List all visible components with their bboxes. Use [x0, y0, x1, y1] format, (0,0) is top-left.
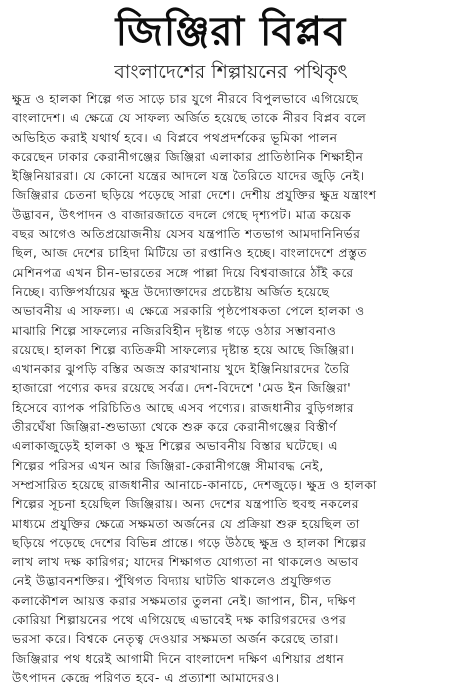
article-line: ইঞ্জিনিয়াররা। যে কোনো যন্ত্রের আদলে যন্ত্র তৈরিতে যাদের জুড়ি নেই। — [12, 169, 365, 184]
article-line: জিঞ্জিরার পথ ধরেই আগামী দিনে বাংলাদেশ দক্ষিণ এশিয়ার প্রধান — [12, 651, 345, 666]
article-line: সম্প্রসারিত হয়েছে রাজধানীর আনাচে-কানাচে, দেশজুড়ে। ক্ষুদ্র ও হালকা — [12, 477, 377, 492]
article-line: মেশিনপত্র এখন চীন-ভারতের সঙ্গে পাল্লা দিয়ে বিশ্ববাজারে ঠাঁই করে — [12, 265, 354, 280]
article-line: রয়েছে। হালকা শিল্পে ব্যতিক্রমী সাফল্যের দৃষ্টান্ত হয়ে আছে জিঞ্জিরা। — [12, 342, 355, 357]
article-line: শিল্পের সূচনা হয়েছিল জিঞ্জিরায়। অন্য দেশের যন্ত্রপাতি হুবহু নকলের — [12, 497, 360, 512]
article-line: বাংলাদেশ। এ ক্ষেত্রে যে সাফল্য অর্জিত হয়েছে তাকে নীরব বিপ্লব বলে — [12, 111, 367, 126]
article-line: ছড়িয়ে পড়েছে দেশের বিভিন্ন প্রান্তে। গড়ে উঠছে ক্ষুদ্র ও হালকা শিল্পের — [12, 535, 367, 550]
article-body — [12, 90, 450, 688]
article-line: মাধ্যমে প্রযুক্তির ক্ষেত্রে সক্ষমতা অর্জনের যে প্রক্রিয়া শুরু হয়েছিল তা — [12, 516, 360, 531]
article-line: কোরিয়া শিল্পায়নের পথে এগিয়েছে এভাবেই দক্ষ কারিগরদের ওপর — [12, 613, 347, 628]
article-line: উৎপাদন কেন্দ্রে পরিণত হবে- এ প্রত্যাশা আমাদেরও। — [12, 670, 280, 685]
article-line: শিল্পের পরিসর এখন আর জিঞ্জিরা-কেরানীগঞ্জে সীমাবদ্ধ নেই, — [12, 458, 324, 473]
article-line: নিচ্ছে। ব্যক্তিপর্যায়ের ক্ষুদ্র উদ্যোক্তাদের প্রচেষ্টায় অর্জিত হয়েছে — [12, 284, 330, 299]
article-line: হিসেবে ব্যাপক পরিচিতিও আছে এসব পণ্যের। রাজধানীর বুড়িগঙ্গার — [12, 400, 355, 415]
subheadline: বাংলাদেশের শিল্পায়নের পথিকৃৎ — [114, 61, 348, 83]
article-line: মাঝারি শিল্পে সাফল্যের নজিরবিহীন দৃষ্টান্ত গড়ে ওঠার সম্ভাবনাও — [12, 323, 337, 338]
article-line: জিঞ্জিরার চেতনা ছড়িয়ে পড়েছে সারা দেশে। দেশীয় প্রযুক্তির ক্ষুদ্র যন্ত্রাংশ — [12, 188, 377, 203]
article-line: বছর আগেও অতিপ্রয়োজনীয় যেসব যন্ত্রপাতি শতভাগ আমদানিনির্ভর — [12, 227, 361, 242]
article-line: ছিল, আজ দেশের চাহিদা মিটিয়ে তা রপ্তানিও হচ্ছে। বাংলাদেশে প্রস্তুত — [12, 246, 368, 261]
article-line: কলাকৌশল আয়ত্ত করার সক্ষমতার তুলনা নেই। জাপান, চীন, দক্ষিণ — [12, 593, 357, 608]
article-line: অভাবনীয় এ সাফল্য। এ ক্ষেত্রে সরকারি পৃষ্ঠপোষকতা পেলে হালকা ও — [12, 304, 365, 319]
article-line: অভিহিত করাই যথার্থ হবে। এ বিপ্লবে পথপ্রদর্শকের ভূমিকা পালন — [12, 130, 338, 145]
article-line: করেছেন ঢাকার কেরানীগঞ্জের জিঞ্জিরা এলাকার প্রাতিষ্ঠানিক শিক্ষাহীন — [12, 149, 364, 164]
article-line: ভরসা করে। বিশ্বকে নেতৃত্ব দেওয়ার সক্ষমতা অর্জন করেছে তারা। — [12, 632, 339, 647]
article-line: হাজারো পণ্যের কদর রয়েছে সর্বত্র। দেশ-বিদেশে 'মেড ইন জিঞ্জিরা' — [12, 381, 352, 396]
article-line: এলাকাজুড়েই হালকা ও ক্ষুদ্র শিল্পের অভাবনীয় বিস্তার ঘটেছে। এ — [12, 439, 339, 454]
article-line: নেই উদ্ভাবনশক্তির। পুঁথিগত বিদ্যায় ঘাটতি থাকলেও প্রযুক্তিগত — [12, 574, 332, 589]
article-line: উদ্ভাবন, উৎপাদন ও বাজারজাতে বদলে গেছে দৃশ্যপট। মাত্র কয়েক — [12, 207, 352, 222]
article-line: লাখ লাখ দক্ষ কারিগর; যাদের শিক্ষাগত যোগ্যতা না থাকলেও অভাব — [12, 555, 359, 570]
article-line: ক্ষুদ্র ও হালকা শিল্পে গত সাড়ে চার যুগে নীরবে বিপুলভাবে এগিয়েছে — [12, 92, 359, 106]
article-line: তীরঘেঁষা জিঞ্জিরা-শুভাড্যা থেকে শুরু করে কেরানীগঞ্জের বিস্তীর্ণ — [12, 420, 337, 435]
headline: জিঞ্জিরা বিপ্লব — [115, 9, 347, 55]
article-line: এখানকার ঝুপড়ি বস্তির অজস্র কারখানায় খুদে ইঞ্জিনিয়ারদের তৈরি — [12, 362, 350, 377]
